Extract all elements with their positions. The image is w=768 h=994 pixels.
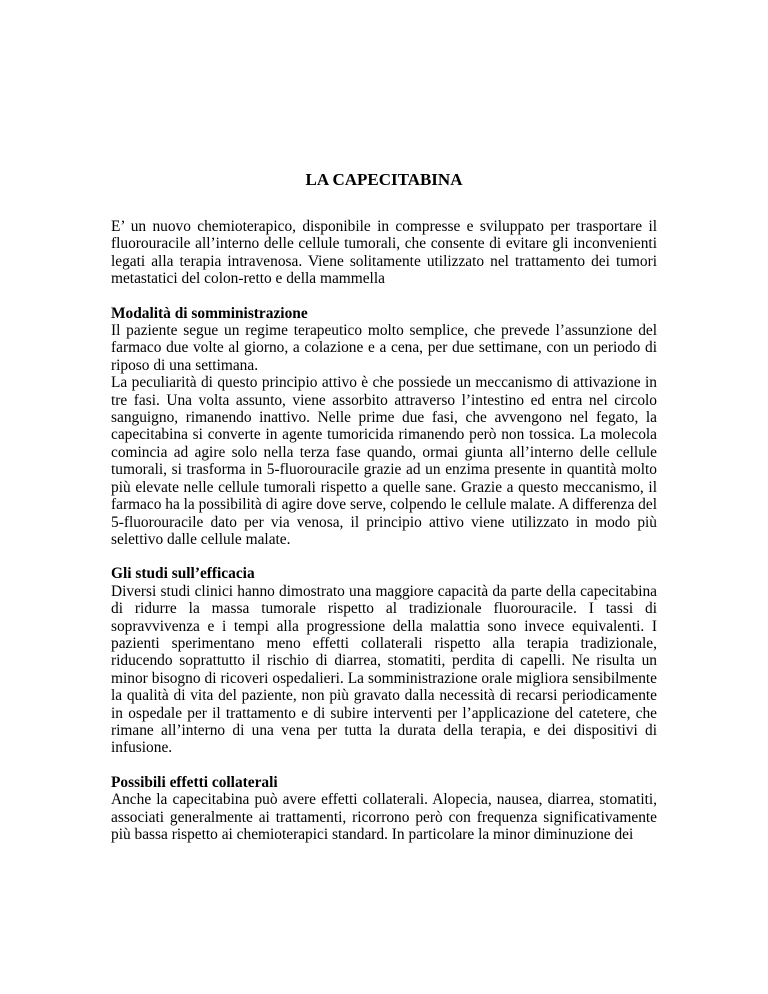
section-heading: Modalità di somministrazione — [111, 304, 308, 322]
section-paragraph: Anche la capecitabina può avere effetti collaterali. Alopecia, nausea, diarrea, stomatiti, associati generalmente ai trattamenti, ricorrono però con frequenza significativamente più bassa rispetto ai chemioterapici standard. In particolare la minor diminuzione dei — [111, 791, 657, 843]
intro-paragraph: E’ un nuovo chemioterapico, disponibile in compresse e sviluppato per trasportare il fluorouracile all’interno delle cellule tumorali, che consente di evitare gli inconvenienti legati alla terapia intravenosa. Viene solitamente utilizzato nel trattamento dei tumori metastatici del colon-retto e della mammella — [111, 218, 657, 288]
section-administration — [111, 305, 657, 549]
document-title: LA CAPECITABINA — [305, 170, 463, 189]
section-side-effects — [111, 774, 657, 844]
section-heading: Gli studi sull’efficacia — [111, 565, 255, 583]
section-paragraph: Diversi studi clinici hanno dimostrato una maggiore capacità da parte della capecitabina di ridurre la massa tumorale rispetto al tradizionale fluorouracile. I tassi di sopravvivenza e i tempi alla progressione della malattia sono invece equivalenti. I pazienti sperimentano meno effetti collaterali rispetto alla terapia tradizionale, riducendo soprattutto il rischio di diarrea, stomatiti, perdita di capelli. Ne risulta un minor bisogno di ricoveri ospedalieri. La somministrazione orale migliora sensibilmente la qualità di vita del paziente, non più gravato dalla necessità di recarsi periodicamente in ospedale per il trattamento e di subire interventi per l’applicazione del catetere, che rimane all’interno di una vena per tutta la durata della terapia, e dei dispositivi di infusione. — [111, 582, 657, 757]
section-efficacy-studies — [111, 565, 657, 756]
document-body — [111, 218, 657, 843]
section-paragraph: La peculiarità di questo principio attivo è che possiede un meccanismo di attivazione in tre fasi. Una volta assunto, viene assorbito attraverso l’intestino ed entra nel circolo sanguigno, rimanendo inattivo. Nelle prime due fasi, che avvengono nel fegato, la capecitabina si converte in agente tumoricida rimanendo però non tossica. La molecola comincia ad agire solo nella terza fase quando, ormai giunta all’interno delle cellule tumorali, si trasforma in 5-fluorouracile grazie ad un enzima presente in quantità molto più elevate nelle cellule tumorali rispetto a quelle sane. Grazie a questo meccanismo, il farmaco ha la possibilità di agire dove serve, colpendo le cellule malate. A differenza del 5-fluorouracile dato per via venosa, il principio attivo viene utilizzato in modo più selettivo dalle cellule malate. — [111, 374, 657, 548]
section-heading: Possibili effetti collaterali — [111, 773, 278, 791]
section-paragraph: Il paziente segue un regime terapeutico molto semplice, che prevede l’assunzione del farmaco due volte al giorno, a colazione e a cena, per due settimane, con un periodo di riposo di una settimana. — [111, 322, 657, 374]
